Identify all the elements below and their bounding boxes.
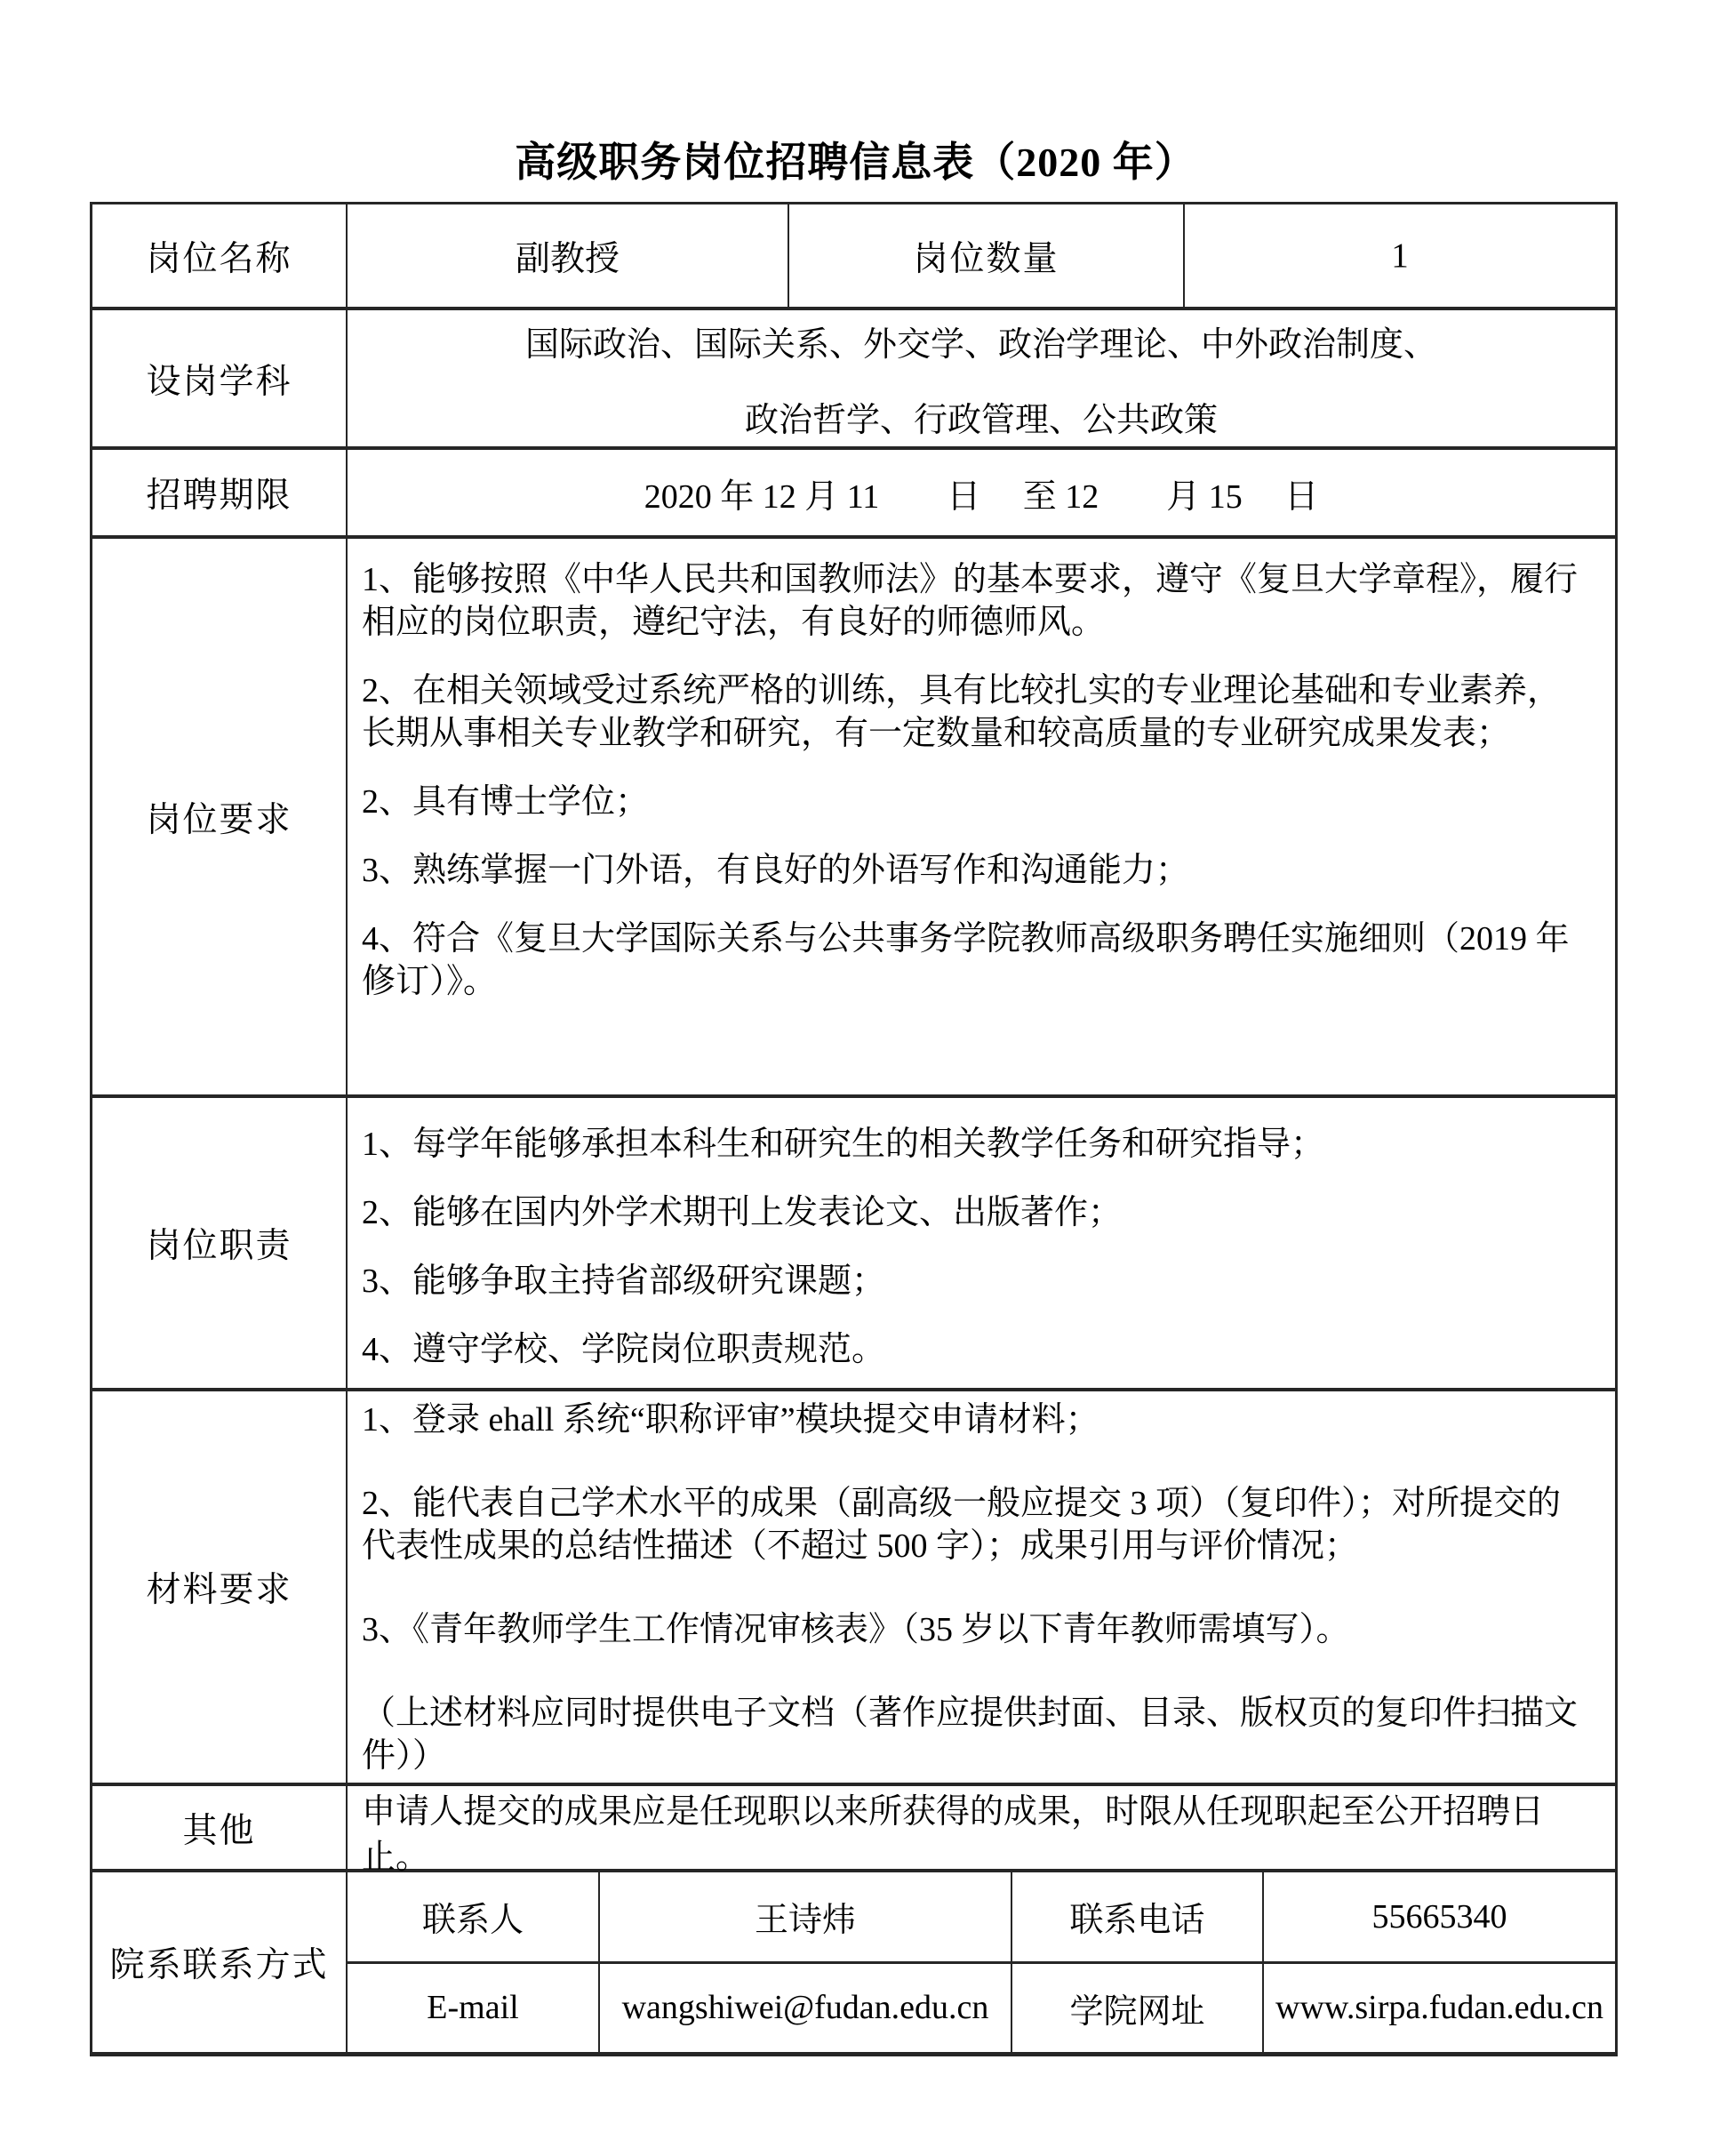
- contact-website-value: www.sirpa.fudan.edu.cn: [1275, 1989, 1603, 2027]
- contact-website-label: 学院网址: [1012, 1964, 1264, 2053]
- row-period: [92, 446, 1615, 535]
- duty-item: 2、能够在国内外学术期刊上发表论文、出版著作；: [362, 1194, 1123, 1231]
- duties-label: 岗位职责: [92, 1098, 348, 1388]
- row-materials: [92, 1388, 1615, 1783]
- requirement-item: 2、具有博士学位；: [362, 783, 650, 821]
- period-value: 2020 年 12 月 11 日 至 12 月 15 日: [644, 477, 1319, 516]
- discipline-label: 设岗学科: [92, 310, 348, 446]
- contact-email-label: E-mail: [348, 1964, 600, 2053]
- page-title: 高级职务岗位招聘信息表（2020 年）: [515, 140, 1196, 185]
- contact-phone-value: 55665340: [1371, 1897, 1507, 1936]
- discipline-line: 国际政治、国际关系、外交学、政治学理论、中外政治制度、: [524, 325, 1437, 364]
- material-item: 1、登录 ehall 系统“职称评审”模块提交申请材料；: [362, 1401, 1099, 1439]
- requirements-label: 岗位要求: [92, 539, 348, 1094]
- period-label: 招聘期限: [92, 450, 348, 535]
- requirement-item: 1、能够按照《中华人民共和国教师法》的基本要求，遵守《复旦大学章程》，履行相应的岗位职责，遵纪守法，有良好的师德师风。: [362, 561, 1579, 641]
- row-discipline: [92, 307, 1615, 446]
- material-item: 3、《青年教师学生工作情况审核表》（35 岁以下青年教师需填写）。: [362, 1611, 1350, 1648]
- material-note: （上述材料应同时提供电子文档（著作应提供封面、目录、版权页的复印件扫描文件））: [362, 1695, 1579, 1775]
- contact-grid: [348, 1872, 1615, 2052]
- other-label: 其他: [92, 1786, 348, 1869]
- contact-phone-label: 联系电话: [1012, 1872, 1264, 1961]
- materials-label: 材料要求: [92, 1391, 348, 1783]
- row-other: [92, 1783, 1615, 1876]
- duty-item: 3、能够争取主持省部级研究课题；: [362, 1262, 886, 1300]
- discipline-value: [348, 310, 1615, 446]
- contact-email-value: wangshiwei@fudan.edu.cn: [600, 1964, 1012, 2053]
- row-position: [92, 204, 1615, 307]
- other-value: 申请人提交的成果应是任现职以来所获得的成果，时限从任现职起至公开招聘日止。: [362, 1793, 1545, 1876]
- duties-value: [348, 1098, 1615, 1388]
- requirement-item: 3、熟练掌握一门外语，有良好的外语写作和沟通能力；: [362, 852, 1190, 889]
- requirement-item: 4、符合《复旦大学国际关系与公共事务学院教师高级职务聘任实施细则（2019 年修订）》。: [362, 920, 1570, 1000]
- requirements-value: [348, 539, 1615, 1094]
- requirement-item: 2、在相关领域受过系统严格的训练，具有比较扎实的专业理论基础和专业素养，长期从事相关专业教学和研究，有一定数量和较高质量的专业研究成果发表；: [362, 672, 1562, 752]
- position-count-value: 1: [1391, 236, 1409, 275]
- contact-label: 院系联系方式: [92, 1872, 348, 2052]
- contact-person-label: 联系人: [348, 1872, 600, 1961]
- contact-person-value: 王诗炜: [600, 1872, 1012, 1961]
- material-item: 2、能代表自己学术水平的成果（副高级一般应提交 3 项）（复印件）；对所提交的代表性成果的总结性描述（不超过 500 字）；成果引用与评价情况；: [362, 1485, 1562, 1565]
- position-name-value: 副教授: [348, 204, 789, 307]
- position-name-label: 岗位名称: [92, 204, 348, 307]
- recruitment-table: [90, 202, 1618, 2056]
- row-duties: [92, 1094, 1615, 1388]
- row-requirements: [92, 535, 1615, 1094]
- row-contact: [92, 1869, 1615, 2052]
- duty-item: 4、遵守学校、学院岗位职责规范。: [362, 1331, 886, 1368]
- position-count-label: 岗位数量: [789, 204, 1185, 307]
- duty-item: 1、每学年能够承担本科生和研究生的相关教学任务和研究指导；: [362, 1126, 1325, 1163]
- discipline-line: 政治哲学、行政管理、公共政策: [744, 401, 1218, 439]
- contact-subrow-email: [348, 1964, 1615, 2053]
- materials-value: [348, 1391, 1615, 1783]
- contact-subrow-person: [348, 1872, 1615, 1964]
